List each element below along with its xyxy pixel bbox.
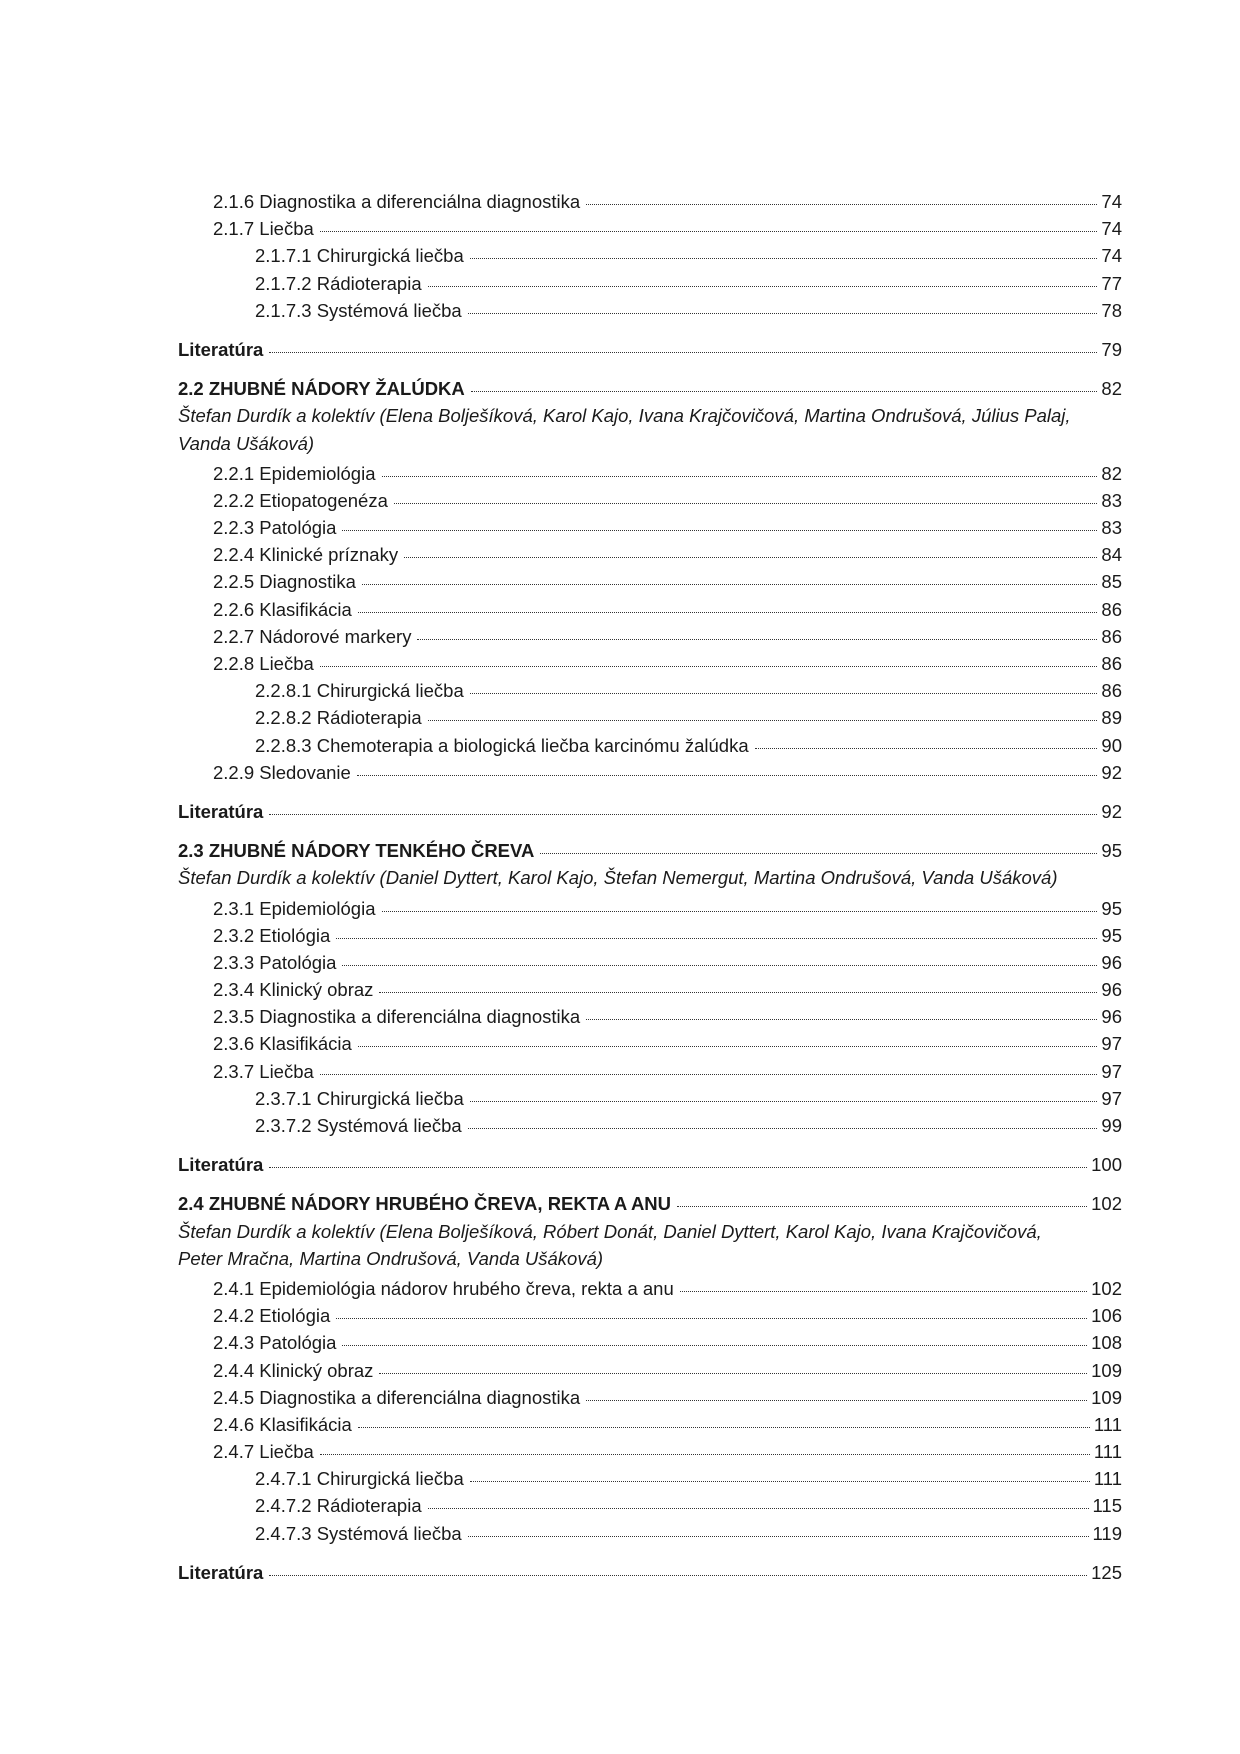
toc-subsubsection[interactable] — [178, 1520, 1122, 1547]
toc-label: 2.2.4 Klinické príznaky — [213, 544, 399, 566]
toc-subsubsection[interactable] — [178, 704, 1122, 731]
dot-leader — [269, 814, 1097, 815]
page-number: 78 — [1101, 299, 1122, 321]
toc-subsection[interactable] — [178, 759, 1122, 786]
toc-label: Literatúra — [178, 1561, 264, 1583]
dot-leader — [428, 720, 1098, 721]
toc-subsubsection[interactable] — [178, 1085, 1122, 1112]
toc-label: 2.1.7.2 Rádioterapia — [255, 272, 422, 294]
toc-subsection[interactable] — [178, 1329, 1122, 1356]
toc-label: 2.4.6 Klasifikácia — [213, 1413, 352, 1435]
page-number: 83 — [1101, 517, 1122, 539]
page-number: 109 — [1091, 1386, 1122, 1408]
dot-leader — [269, 1167, 1087, 1168]
toc-label: 2.4.7.1 Chirurgická liečba — [255, 1468, 464, 1490]
dot-leader — [428, 1508, 1089, 1509]
page-number: 111 — [1093, 1413, 1122, 1435]
dot-leader — [540, 853, 1097, 854]
page-number: 100 — [1091, 1154, 1122, 1176]
toc-label: 2.3 ZHUBNÉ NÁDORY TENKÉHO ČREVA — [178, 840, 535, 862]
toc-label: 2.1.7.1 Chirurgická liečba — [255, 245, 464, 267]
dot-leader — [404, 557, 1097, 558]
toc-subsection[interactable] — [178, 188, 1122, 215]
toc-label: 2.2 ZHUBNÉ NÁDORY ŽALÚDKA — [178, 378, 465, 400]
toc-subsubsection[interactable] — [178, 1492, 1122, 1519]
page-number: 102 — [1091, 1193, 1122, 1215]
dot-leader — [358, 1046, 1098, 1047]
dot-leader — [358, 612, 1098, 613]
page-number: 109 — [1091, 1359, 1122, 1381]
toc-label: 2.3.7.1 Chirurgická liečba — [255, 1087, 464, 1109]
page-number: 86 — [1101, 653, 1122, 674]
dot-leader — [470, 693, 1098, 694]
toc-label: 2.3.4 Klinický obraz — [213, 979, 374, 1001]
section-authors — [178, 864, 1058, 891]
toc-subsection[interactable] — [178, 487, 1122, 514]
page-number: 96 — [1101, 951, 1122, 973]
toc-label: 2.1.7 Liečba — [213, 218, 314, 240]
toc-label: 2.2.5 Diagnostika — [213, 571, 356, 593]
toc-label: 2.4.7 Liečba — [213, 1441, 314, 1463]
dot-leader — [470, 1101, 1098, 1102]
page-number: 97 — [1101, 1033, 1122, 1055]
toc-label: 2.4.1 Epidemiológia nádorov hrubého čreva, rekta a anu — [213, 1277, 674, 1299]
page-number: 125 — [1091, 1561, 1122, 1583]
dot-leader — [358, 1427, 1090, 1428]
dot-leader — [320, 1454, 1090, 1455]
dot-leader — [471, 391, 1098, 392]
authors-line: Peter Mračna, Martina Ondrušová, Vanda Ušáková) — [178, 1247, 604, 1269]
toc-label: 2.3.2 Etiológia — [213, 924, 331, 946]
page-number: 86 — [1101, 598, 1122, 620]
page-number: 95 — [1101, 924, 1122, 946]
toc-literature[interactable] — [178, 336, 1122, 363]
page-number: 108 — [1091, 1332, 1122, 1354]
toc-subsection[interactable] — [178, 1302, 1122, 1329]
toc-label: 2.2.7 Nádorové markery — [213, 625, 412, 647]
toc-subsubsection[interactable] — [178, 297, 1122, 324]
toc-label: 2.1.6 Diagnostika a diferenciálna diagnostika — [213, 191, 581, 212]
toc-subsection[interactable] — [178, 1411, 1122, 1438]
dot-leader — [342, 1345, 1087, 1346]
toc-subsubsection[interactable] — [178, 677, 1122, 704]
page-number: 86 — [1101, 680, 1122, 702]
toc-label: 2.2.9 Sledovanie — [213, 761, 351, 783]
toc-subsection[interactable] — [178, 1438, 1122, 1465]
dot-leader — [336, 938, 1097, 939]
page-number: 97 — [1101, 1087, 1122, 1109]
dot-leader — [379, 992, 1097, 993]
page-number: 74 — [1101, 191, 1122, 212]
page-number: 96 — [1101, 979, 1122, 1001]
dot-leader — [269, 1575, 1087, 1576]
dot-leader — [357, 775, 1098, 776]
toc-label: 2.2.1 Epidemiológia — [213, 462, 376, 484]
page-number: 99 — [1101, 1115, 1122, 1136]
authors-line: Štefan Durdík a kolektív (Daniel Dyttert, Karol Kajo, Štefan Nemergut, Martina Ondrušová, Vanda Ušáková) — [178, 867, 1058, 889]
page-number: 79 — [1101, 338, 1122, 360]
dot-leader — [320, 1074, 1098, 1075]
toc-literature[interactable] — [178, 1559, 1122, 1586]
toc-subsection[interactable] — [178, 514, 1122, 541]
dot-leader — [336, 1318, 1087, 1319]
dot-leader — [586, 204, 1097, 205]
page-number: 92 — [1101, 800, 1122, 822]
toc-label: 2.4.2 Etiológia — [213, 1305, 331, 1327]
dot-leader — [755, 748, 1098, 749]
toc-subsection[interactable] — [178, 650, 1122, 677]
toc-subsubsection[interactable] — [178, 1112, 1122, 1139]
toc-subsection[interactable] — [178, 1058, 1122, 1085]
toc-subsection[interactable] — [178, 1275, 1122, 1302]
section-authors — [178, 1218, 1042, 1272]
page-number: 119 — [1092, 1522, 1122, 1544]
dot-leader — [362, 584, 1097, 585]
toc-label: 2.2.8.2 Rádioterapia — [255, 707, 422, 729]
dot-leader — [468, 1128, 1098, 1129]
authors-line: Štefan Durdík a kolektív (Elena Bolješíková, Karol Kajo, Ivana Krajčovičová, Martina Ondrušová, Július Palaj, — [178, 405, 1071, 427]
authors-line: Štefan Durdík a kolektív (Elena Bolješíková, Róbert Donát, Daniel Dyttert, Karol Kajo, Ivana Krajčovičová, — [178, 1220, 1042, 1242]
dot-leader — [428, 286, 1098, 287]
toc-subsection[interactable] — [178, 215, 1122, 242]
toc-subsection[interactable] — [178, 895, 1122, 922]
page-number: 115 — [1092, 1495, 1122, 1517]
toc-label: 2.2.2 Etiopatogenéza — [213, 489, 388, 511]
dot-leader — [269, 352, 1097, 353]
toc-label: 2.1.7.3 Systémová liečba — [255, 299, 462, 321]
dot-leader — [342, 965, 1097, 966]
toc-label: 2.2.8.3 Chemoterapia a biologická liečba karcinómu žalúdka — [255, 734, 749, 756]
dot-leader — [382, 476, 1098, 477]
page-number: 89 — [1101, 707, 1122, 729]
toc-label: 2.2.8.1 Chirurgická liečba — [255, 680, 464, 702]
toc-section-heading[interactable] — [178, 837, 1122, 864]
toc-subsection[interactable] — [178, 596, 1122, 623]
dot-leader — [320, 231, 1098, 232]
toc-label: Literatúra — [178, 800, 264, 822]
page-number: 106 — [1091, 1305, 1122, 1327]
dot-leader — [470, 1481, 1090, 1482]
toc-label: 2.4.3 Patológia — [213, 1332, 337, 1354]
dot-leader — [379, 1373, 1087, 1374]
toc-label: 2.4 ZHUBNÉ NÁDORY HRUBÉHO ČREVA, REKTA A ANU — [178, 1193, 672, 1215]
dot-leader — [586, 1019, 1097, 1020]
dot-leader — [320, 666, 1098, 667]
toc-section-heading[interactable] — [178, 1190, 1122, 1217]
dot-leader — [342, 530, 1097, 531]
dot-leader — [586, 1400, 1087, 1401]
page-number: 95 — [1101, 840, 1122, 862]
toc-literature[interactable] — [178, 798, 1122, 825]
dot-leader — [470, 258, 1098, 259]
toc-subsection[interactable] — [178, 623, 1122, 650]
toc-label: 2.3.7 Liečba — [213, 1060, 314, 1082]
dot-leader — [394, 503, 1098, 504]
page-number: 95 — [1101, 897, 1122, 919]
toc-subsection[interactable] — [178, 568, 1122, 595]
page-number: 74 — [1101, 218, 1122, 240]
page-number: 102 — [1091, 1277, 1122, 1299]
dot-leader — [417, 639, 1097, 640]
toc-label: 2.4.4 Klinický obraz — [213, 1359, 374, 1381]
page-number: 82 — [1101, 378, 1122, 400]
page-number: 111 — [1093, 1441, 1122, 1463]
toc-label: 2.2.8 Liečba — [213, 653, 314, 674]
toc-label: 2.4.7.3 Systémová liečba — [255, 1522, 462, 1544]
toc-subsection[interactable] — [178, 1003, 1122, 1030]
page-number: 111 — [1093, 1468, 1122, 1490]
toc-label: Literatúra — [178, 338, 264, 360]
dot-leader — [382, 911, 1098, 912]
toc-subsubsection[interactable] — [178, 270, 1122, 297]
toc-subsection[interactable] — [178, 1357, 1122, 1384]
toc-subsection[interactable] — [178, 949, 1122, 976]
toc-subsubsection[interactable] — [178, 732, 1122, 759]
page-number: 74 — [1101, 245, 1122, 267]
toc-subsection[interactable] — [178, 1030, 1122, 1057]
toc-subsection[interactable] — [178, 541, 1122, 568]
toc-label: 2.4.5 Diagnostika a diferenciálna diagnostika — [213, 1386, 581, 1408]
toc-label: 2.3.5 Diagnostika a diferenciálna diagnostika — [213, 1006, 581, 1028]
toc-subsubsection[interactable] — [178, 1465, 1122, 1492]
toc-label: 2.3.6 Klasifikácia — [213, 1033, 352, 1055]
toc-label: 2.3.1 Epidemiológia — [213, 897, 376, 919]
toc-section-heading[interactable] — [178, 375, 1122, 402]
page-number: 96 — [1101, 1006, 1122, 1028]
toc-literature[interactable] — [178, 1151, 1122, 1178]
toc-label: 2.3.7.2 Systémová liečba — [255, 1115, 462, 1136]
dot-leader — [468, 1536, 1089, 1537]
toc-label: 2.4.7.2 Rádioterapia — [255, 1495, 422, 1517]
page-number: 84 — [1101, 544, 1122, 566]
table-of-contents — [178, 188, 1122, 1586]
toc-subsubsection[interactable] — [178, 242, 1122, 269]
toc-subsection[interactable] — [178, 976, 1122, 1003]
page-number: 86 — [1101, 625, 1122, 647]
toc-label: Literatúra — [178, 1154, 264, 1176]
toc-label: 2.2.6 Klasifikácia — [213, 598, 352, 620]
toc-subsection[interactable] — [178, 1384, 1122, 1411]
page-number: 82 — [1101, 462, 1122, 484]
toc-subsection[interactable] — [178, 460, 1122, 487]
section-authors — [178, 402, 1071, 456]
toc-label: 2.3.3 Patológia — [213, 951, 337, 973]
page-number: 85 — [1101, 571, 1122, 593]
dot-leader — [677, 1206, 1087, 1207]
toc-label: 2.2.3 Patológia — [213, 517, 337, 539]
page-number: 92 — [1101, 761, 1122, 783]
page-number: 90 — [1101, 734, 1122, 756]
authors-line: Vanda Ušáková) — [178, 432, 315, 454]
dot-leader — [468, 313, 1098, 314]
page-number: 97 — [1101, 1060, 1122, 1082]
page-number: 83 — [1101, 489, 1122, 511]
page-number: 77 — [1101, 272, 1122, 294]
toc-subsection[interactable] — [178, 922, 1122, 949]
dot-leader — [680, 1291, 1087, 1292]
